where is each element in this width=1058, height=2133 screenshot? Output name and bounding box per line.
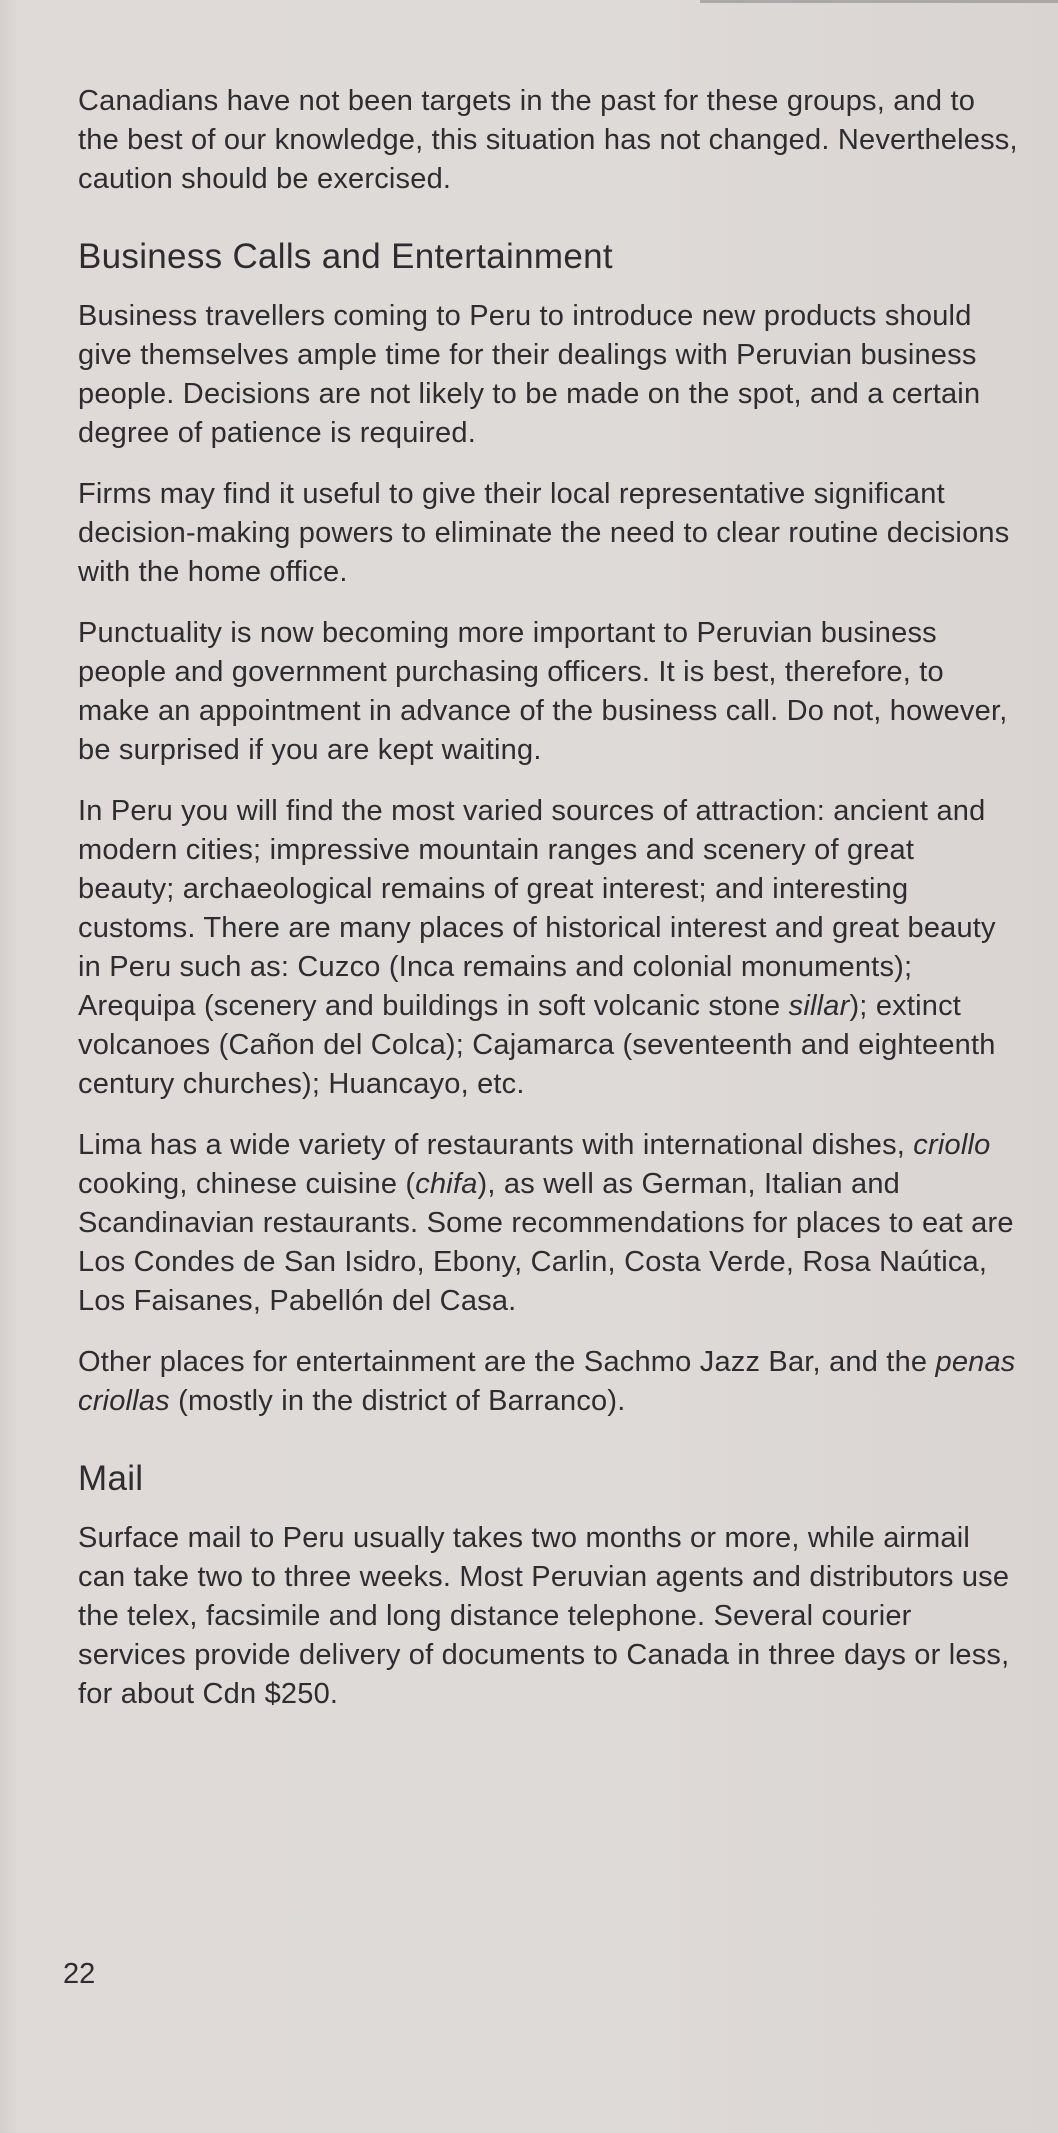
text-segment: Lima has a wide variety of restaurants with international dishes,	[78, 1129, 914, 1161]
text-segment: In Peru you will find the most varied sources of attraction: ancient and modern cities; impressive mountain ranges and scenery of great beauty; archaeological remains of great interest; and interesting customs. There are many places of historical interest and great beauty in Peru such as: Cuzco (Inca remains and colonial monuments); Arequipa (scenery and buildings in soft volcanic stone	[78, 795, 996, 1022]
business-paragraph-1: Business travellers coming to Peru to introduce new products should give themselves ample time for their dealings with Peruvian business people. Decisions are not likely to be made on the spot, and a certain degree of patience is required.	[78, 300, 981, 449]
italic-term-chifa: chifa	[415, 1168, 478, 1200]
text-segment: cooking, chinese cuisine (	[78, 1168, 416, 1200]
section-heading-business: Business Calls and Entertainment	[78, 237, 613, 276]
italic-term-penas-criollas: penas criollas	[78, 1346, 1016, 1417]
intro-paragraph: Canadians have not been targets in the past for these groups, and to the best of our knowledge, this situation has not changed. Nevertheless, caution should be exercised.	[78, 85, 1018, 195]
page-content	[78, 82, 1018, 1736]
business-paragraph-4	[78, 792, 1018, 1104]
italic-term-sillar: sillar	[788, 990, 850, 1022]
top-edge-line	[700, 0, 1058, 3]
text-segment: Other places for entertainment are the Sachmo Jazz Bar, and the	[78, 1346, 936, 1378]
business-paragraph-3: Punctuality is now becoming more important to Peruvian business people and government purchasing officers. It is best, therefore, to make an appointment in advance of the business call. Do not, however, be surprised if you are kept waiting.	[78, 617, 1008, 766]
section-heading-mail: Mail	[78, 1459, 144, 1498]
mail-paragraph-1: Surface mail to Peru usually takes two months or more, while airmail can take two to three weeks. Most Peruvian agents and distributors use the telex, facsimile and long distance telephone. Several courier services provide delivery of documents to Canada in three days or less, for about Cdn $250.	[78, 1522, 1010, 1710]
text-segment: (mostly in the district of Barranco).	[169, 1385, 626, 1417]
business-paragraph-2: Firms may find it useful to give their local representative significant decision-making powers to eliminate the need to clear routine decisions with the home office.	[78, 478, 1010, 588]
business-paragraph-5	[78, 1126, 1018, 1321]
business-paragraph-6	[78, 1343, 1018, 1421]
page-number: 22	[63, 1958, 96, 1990]
italic-term-criollo: criollo	[913, 1129, 991, 1161]
text-segment: ), as well as German, Italian and Scandinavian restaurants. Some recommendations for places to eat are Los Condes de San Isidro, Ebony, Carlin, Costa Verde, Rosa Naútica, Los Faisanes, Pabellón del Casa.	[78, 1168, 1014, 1317]
text-segment: ); extinct volcanoes (Cañon del Colca); Cajamarca (seventeenth and eighteenth century churches); Huancayo, etc.	[78, 990, 996, 1100]
